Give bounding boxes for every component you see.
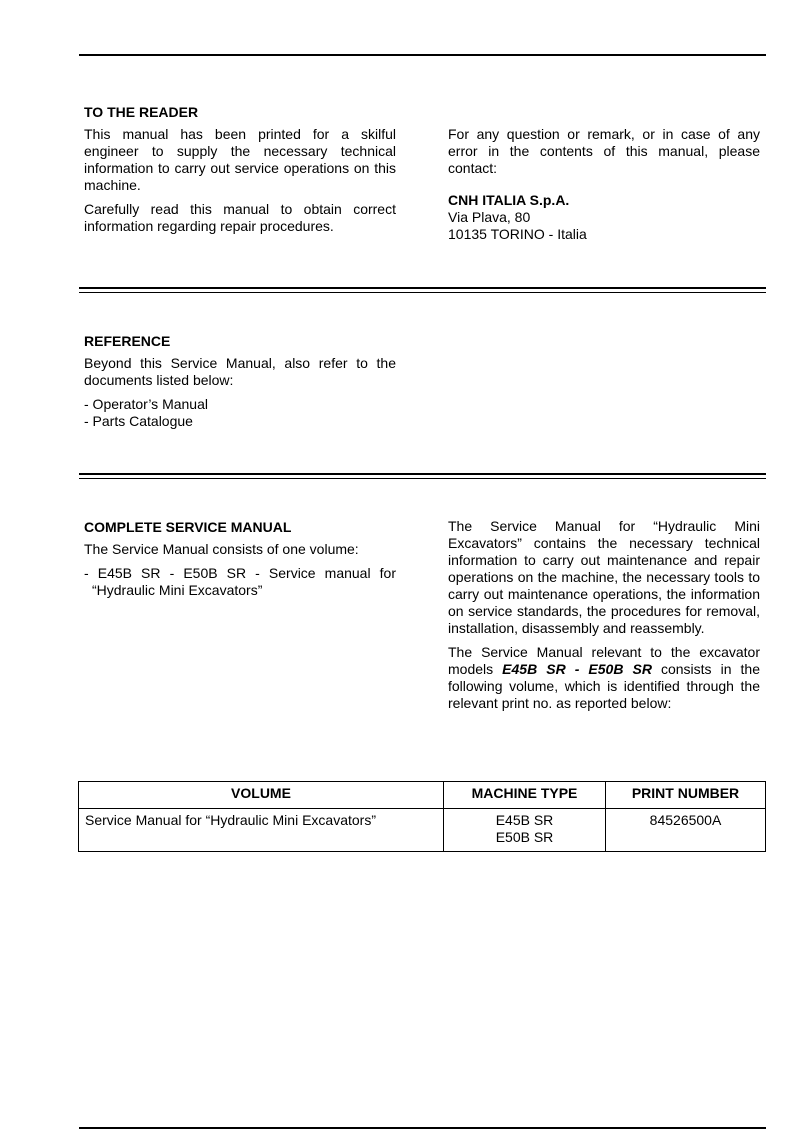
reference-heading: REFERENCE xyxy=(84,333,171,349)
header-print-number: PRINT NUMBER xyxy=(606,782,766,809)
cell-print-number: 84526500A xyxy=(606,809,766,852)
company-name: CNH ITALIA S.p.A. xyxy=(448,192,570,208)
section-divider-1-top xyxy=(79,287,766,289)
company-street: Via Plava, 80 xyxy=(448,209,531,225)
machine-type-1: E45B SR xyxy=(495,812,554,828)
contact-intro: For any question or remark, or in case of any error in the contents of this manual, please contact: xyxy=(448,126,760,176)
to-reader-heading: TO THE READER xyxy=(84,104,199,120)
description-para-2 xyxy=(448,644,760,712)
cell-volume: Service Manual for “Hydraulic Mini Excavators” xyxy=(79,809,444,852)
contact-section xyxy=(448,126,760,243)
top-rule xyxy=(79,54,766,56)
complete-manual-intro: The Service Manual consists of one volume: xyxy=(84,541,359,557)
complete-manual-section xyxy=(84,519,396,599)
volume-list-item: - E45B SR - E50B SR - Service manual for “Hydraulic Mini Excavators” xyxy=(84,565,396,598)
complete-manual-heading: COMPLETE SERVICE MANUAL xyxy=(84,519,292,535)
company-city: 10135 TORINO - Italia xyxy=(448,226,587,242)
section-divider-2-top xyxy=(79,473,766,475)
table-row xyxy=(79,809,766,852)
header-machine-type: MACHINE TYPE xyxy=(444,782,606,809)
volume-table xyxy=(78,781,766,852)
excavator-models: E45B SR - E50B SR xyxy=(502,661,652,677)
bottom-rule xyxy=(79,1127,766,1129)
to-reader-section xyxy=(84,104,396,242)
table-header-row xyxy=(79,782,766,809)
description-para-1: The Service Manual for “Hydraulic Mini Excavators” contains the necessary technical information to carry out maintenance and repair operations on the machine, the necessary tools to carry out maintenance operations, the information on service standards, the procedures for removal, installation, disassembly and reassembly. xyxy=(448,518,760,636)
contact-address xyxy=(448,192,760,243)
section-divider-2-bottom xyxy=(79,478,766,479)
list-item: - Parts Catalogue xyxy=(84,413,193,429)
to-reader-para-1: This manual has been printed for a skilful engineer to supply the necessary technical information to carry out service operations on this machine. xyxy=(84,126,396,193)
description-para-2-pre: The Service Manual relevant to the excavator models xyxy=(448,644,760,677)
section-divider-1-bottom xyxy=(79,292,766,293)
to-reader-para-2: Carefully read this manual to obtain correct information regarding repair procedures. xyxy=(84,201,396,234)
list-item: - Operator’s Manual xyxy=(84,396,208,412)
complete-manual-description xyxy=(448,518,760,719)
reference-section xyxy=(84,333,396,430)
cell-machine-type xyxy=(444,809,606,852)
description-para-2-post: consists in the following volume, which is identified through the relevant print no. as reported below: xyxy=(448,661,760,711)
reference-intro: Beyond this Service Manual, also refer to the documents listed below: xyxy=(84,355,396,388)
reference-list xyxy=(84,396,396,430)
machine-type-2: E50B SR xyxy=(495,829,554,845)
header-volume: VOLUME xyxy=(79,782,444,809)
